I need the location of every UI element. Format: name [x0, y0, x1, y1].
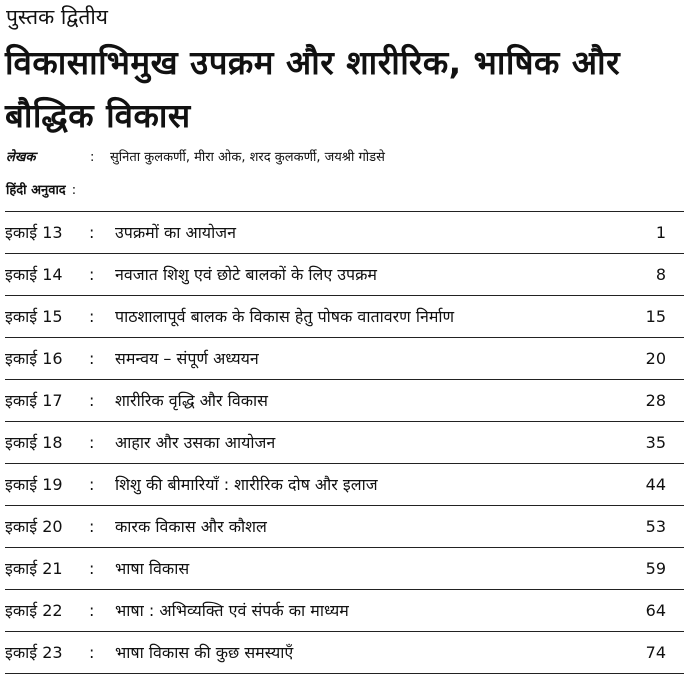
title-line-2: बौद्धिक विकास — [5, 96, 191, 135]
authors-separator: : — [90, 150, 95, 165]
toc-topic: भाषा विकास — [115, 559, 190, 578]
toc-page-number: 64 — [645, 601, 666, 620]
toc-unit: इकाई 14 — [5, 265, 63, 284]
authors-names: सुनिता कुलकर्णी, मीरा ओक, शरद कुलकर्णी, जयश्री गोडसे — [110, 150, 385, 165]
toc-page-number: 8 — [655, 265, 666, 284]
book-title — [5, 36, 689, 142]
toc-page-number: 28 — [645, 391, 666, 410]
toc-row[interactable] — [5, 589, 684, 631]
toc-page-number: 74 — [645, 643, 666, 662]
toc-page-number: 53 — [645, 517, 666, 536]
toc-row[interactable] — [5, 505, 684, 547]
toc-row[interactable] — [5, 253, 684, 295]
toc-separator: : — [89, 223, 95, 242]
toc-page-number: 59 — [645, 559, 666, 578]
toc-topic: उपक्रमों का आयोजन — [115, 223, 236, 242]
toc-unit: इकाई 17 — [5, 391, 63, 410]
toc-topic: भाषा विकास की कुछ समस्याएँ — [115, 643, 294, 662]
toc-topic: भाषा : अभिव्यक्ति एवं संपर्क का माध्यम — [115, 601, 349, 620]
toc-topic: कारक विकास और कौशल — [115, 517, 267, 536]
toc-separator: : — [89, 517, 95, 536]
toc-separator: : — [89, 559, 95, 578]
toc-separator: : — [89, 307, 95, 326]
toc-separator: : — [89, 643, 95, 662]
toc-unit: इकाई 23 — [5, 643, 63, 662]
toc-row[interactable] — [5, 379, 684, 421]
toc-unit: इकाई 21 — [5, 559, 63, 578]
title-line-1: विकासाभिमुख उपक्रम और शारीरिक, भाषिक और — [5, 43, 621, 82]
translation-label: हिंदी अनुवाद — [6, 183, 66, 198]
toc-page-number: 20 — [645, 349, 666, 368]
toc-unit: इकाई 15 — [5, 307, 63, 326]
authors-line — [6, 149, 385, 167]
toc-unit: इकाई 18 — [5, 433, 63, 452]
toc-unit: इकाई 19 — [5, 475, 63, 494]
toc-page-number: 35 — [645, 433, 666, 452]
toc-separator: : — [89, 391, 95, 410]
toc-topic: पाठशालापूर्व बालक के विकास हेतु पोषक वातावरण निर्माण — [115, 307, 455, 326]
toc-separator: : — [89, 349, 95, 368]
toc-unit: इकाई 13 — [5, 223, 63, 242]
translation-separator: : — [71, 183, 77, 198]
toc-separator: : — [89, 475, 95, 494]
toc-page-number: 15 — [645, 307, 666, 326]
toc-row[interactable] — [5, 295, 684, 337]
toc-topic: नवजात शिशु एवं छोटे बालकों के लिए उपक्रम — [115, 265, 377, 284]
toc-separator: : — [89, 601, 95, 620]
toc-separator: : — [89, 433, 95, 452]
toc-row[interactable] — [5, 337, 684, 379]
book-label: पुस्तक द्वितीय — [6, 5, 108, 29]
translation-line — [6, 182, 76, 200]
toc-topic: आहार और उसका आयोजन — [115, 433, 276, 452]
authors-label: लेखक — [6, 150, 36, 165]
toc-row[interactable] — [5, 421, 684, 463]
toc-unit: इकाई 16 — [5, 349, 63, 368]
toc-row[interactable] — [5, 463, 684, 505]
toc-separator: : — [89, 265, 95, 284]
toc-page-number: 1 — [655, 223, 666, 242]
toc-topic: समन्वय – संपूर्ण अध्ययन — [115, 349, 259, 368]
toc-page-number: 44 — [645, 475, 666, 494]
toc-row[interactable] — [5, 547, 684, 589]
toc-unit: इकाई 22 — [5, 601, 63, 620]
toc-row[interactable] — [5, 211, 684, 253]
toc-unit: इकाई 20 — [5, 517, 63, 536]
toc-topic: शारीरिक वृद्धि और विकास — [115, 391, 268, 410]
toc-topic: शिशु की बीमारियाँ : शारीरिक दोष और इलाज — [115, 475, 378, 494]
table-of-contents — [5, 211, 684, 674]
